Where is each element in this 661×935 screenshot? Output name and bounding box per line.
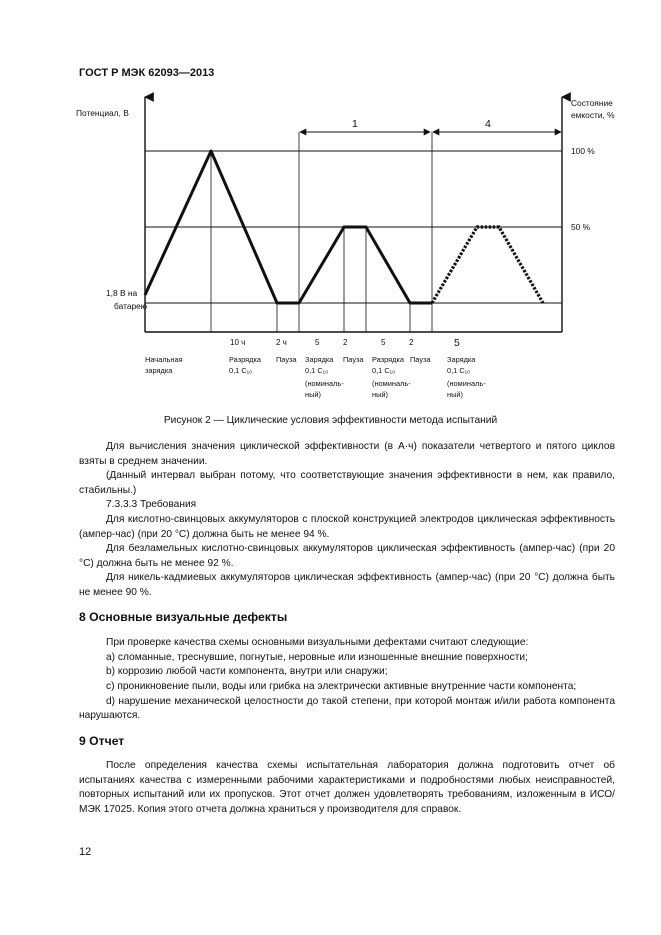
cycle-4-number: 4 [485, 118, 491, 130]
level-50-label: 50 % [571, 222, 591, 232]
page-number: 12 [79, 846, 92, 858]
duration-label: 5 [381, 338, 386, 347]
list-item: c) проникновение пыли, воды или грибка на электрически активные внутренние части компонента; [106, 680, 577, 692]
duration-label: 10 ч [230, 338, 246, 347]
phase-charge-line2: 0,1 C₁₀ [447, 366, 471, 375]
phase-pause: Пауза [343, 355, 364, 364]
list-item: a) сломанные, треснувшие, погнутые, неровные или изношенные внешние поверхности; [106, 651, 528, 663]
duration-label: 2 [343, 338, 348, 347]
duration-label: 5 [315, 338, 320, 347]
figure-caption: Рисунок 2 — Циклические условия эффективности метода испытаний [163, 415, 498, 426]
paragraph: (Данный интервал выбран потому, что соответствующие значения эффективности в нем, как правило, стабильны.) [79, 470, 615, 496]
section-9-title: 9 Отчет [79, 733, 125, 748]
list-item: d) нарушение механической целостности до такой степени, при которой монтаж и/или работа компонента нарушаются. [79, 695, 615, 722]
cycle-diagram [0, 0, 661, 410]
phase-charge-note1: (номиналь- [372, 379, 411, 388]
phase-dividers [211, 132, 432, 332]
phase-charge-line1: Зарядка [447, 355, 476, 364]
paragraph: Для никель-кадмиевых аккумуляторов циклическая эффективность (ампер-час) (при 20 °C) должна быть не менее 90 %. [79, 572, 615, 598]
phase-charge-line1: Зарядка [305, 355, 334, 364]
level-100-label: 100 % [571, 146, 595, 156]
phase-initial-line2: зарядка [145, 366, 173, 375]
standard-header: ГОСТ Р МЭК 62093—2013 [79, 67, 215, 79]
phase-charge-note2: ный) [447, 390, 463, 399]
subsection-title: 7.3.3.3 Требования [106, 499, 197, 511]
section-8-title: 8 Основные визуальные дефекты [79, 609, 288, 624]
charge-curve-dotted [432, 227, 543, 303]
phase-discharge-line1: Разрядка [372, 355, 404, 364]
phase-charge-note2: ный) [305, 390, 321, 399]
list-item: b) коррозию любой части компонента, внутри или снаружи; [106, 666, 388, 678]
phase-discharge-line2: 0,1 C₁₀ [372, 366, 396, 375]
phase-charge-note1: (номиналь- [447, 379, 486, 388]
y-axis-left-label: Потенциал, В [76, 108, 129, 118]
voltage-label-line1: 1,8 В на [106, 288, 138, 298]
phase-pause: Пауза [410, 355, 431, 364]
voltage-label-line2: батарею [114, 301, 148, 311]
duration-label: 2 ч [276, 338, 287, 347]
cycle-1-number: 1 [352, 118, 358, 130]
section-8-intro: При проверке качества схемы основными визуальными дефектами считают следующие: [106, 637, 529, 649]
section-9-text: После определения качества схемы испытательная лаборатория должна подготовить отчет об испытаниях качества с измеренными рабочими характеристиками и подробностями любых неисправностей, повторных испытаний или их пропусков. Этот отчет должен удовлетворять требованиям, изложенным в ИСО/МЭК 17025. Копия этого отчета должна храниться у производителя для справок. [79, 760, 615, 816]
phase-pause: Пауза [276, 355, 297, 364]
duration-label: 2 [409, 338, 414, 347]
phase-initial-line1: Начальная [145, 355, 183, 364]
y-axis-right-label-line1: Состояние [571, 98, 613, 108]
phase-charge-note1: (номиналь- [305, 379, 344, 388]
cycle-5-number: 5 [454, 337, 460, 349]
paragraph: Для кислотно-свинцовых аккумуляторов с плоской конструкцией электродов циклическая эффективность (ампер-час) (при 20 °C) должна быть не менее 94 %. [79, 513, 615, 540]
phase-charge-line2: 0,1 C₁₀ [305, 366, 329, 375]
paragraph: Для безламельных кислотно-свинцовых аккумуляторов циклическая эффективность (ампер-час) (при 20 °C) должна быть не менее 92 %. [79, 543, 615, 569]
body-text [79, 440, 615, 818]
paragraph: Для вычисления значения циклической эффективности (в А·ч) показатели четвертого и пятого циклов взяты в среднем значении. [79, 441, 615, 467]
y-axis-right-label-line2: емкости, % [571, 110, 615, 120]
phase-discharge-line2: 0,1 C₁₀ [229, 366, 253, 375]
phase-discharge-line1: Разрядка [229, 355, 261, 364]
phase-charge-note2: ный) [372, 390, 388, 399]
